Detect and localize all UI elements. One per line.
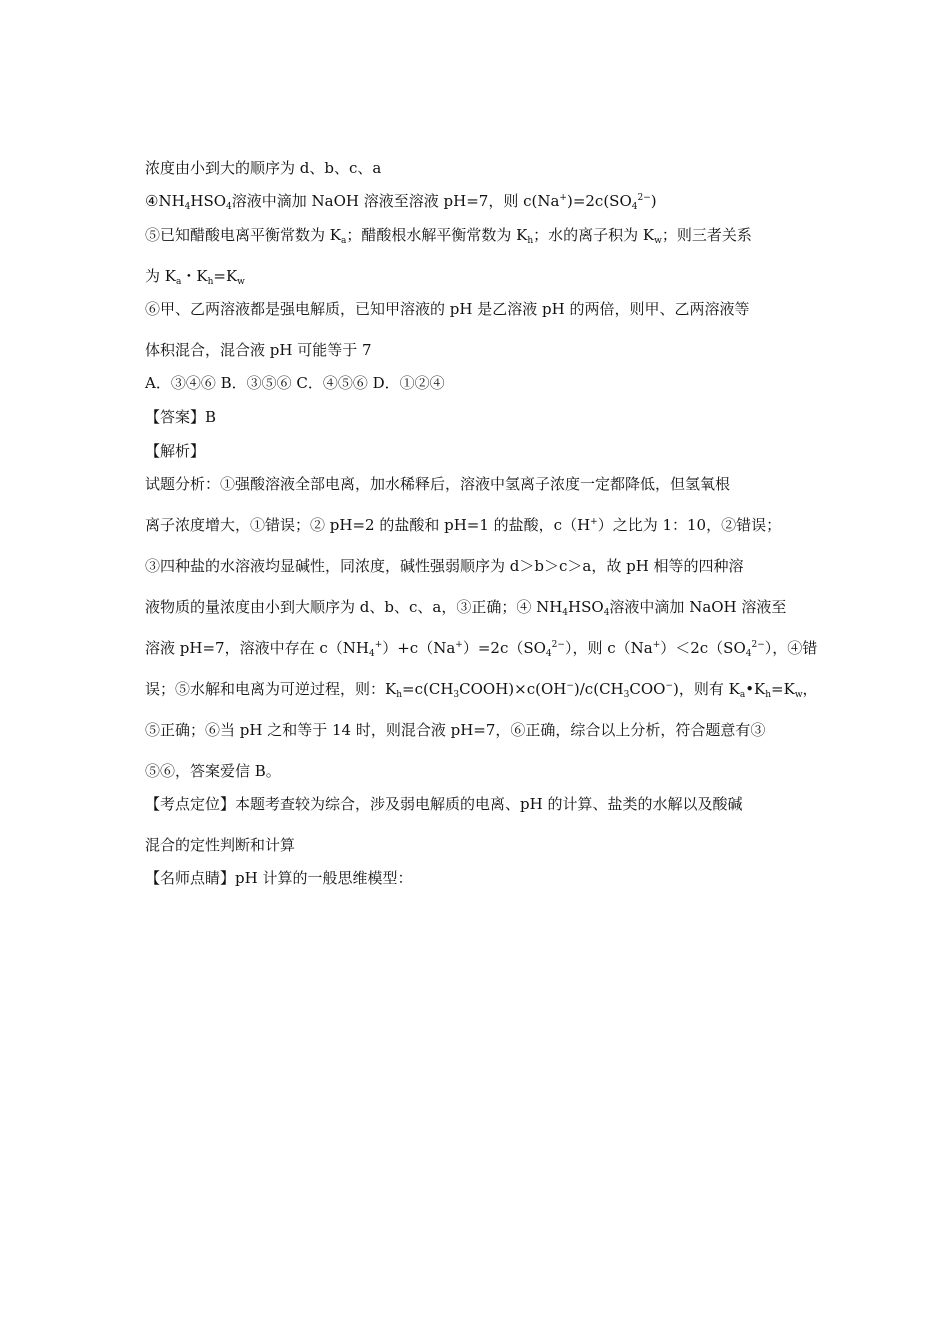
text-span: 混合的定性判断和计算 [145, 836, 296, 854]
text-span: 为 K [145, 267, 176, 285]
subscript: 4 [631, 202, 638, 212]
text-line [145, 761, 810, 781]
text-line [145, 340, 810, 360]
text-line [145, 474, 810, 494]
text-span: 【名师点睛】pH 计算的一般思维模型： [145, 869, 413, 887]
text-span: ⑤⑥，答案爱信 B。 [145, 762, 281, 780]
text-line [145, 373, 810, 393]
subscript: h [207, 277, 214, 287]
text-line [145, 191, 810, 211]
subscript: 3 [453, 690, 460, 700]
superscript: + [374, 640, 383, 650]
text-span: ），④错 [764, 639, 818, 657]
text-line [145, 835, 810, 855]
text-span: ）=2c（SO [462, 639, 546, 657]
text-span: 离子浓度增大，①错误；② pH=2 的盐酸和 pH=1 的盐酸，c（H [145, 516, 591, 534]
text-line [145, 868, 810, 888]
text-span: )=2c(SO [566, 192, 632, 210]
text-span: 液物质的量浓度由小到大顺序为 d、b、c、a，③正确；④ NH [145, 598, 563, 616]
subscript: a [175, 277, 182, 287]
text-span: 溶液 pH=7，溶液中存在 c（NH [145, 639, 369, 657]
text-span: ③四种盐的水溶液均显碱性，同浓度，碱性强弱顺序为 d＞b＞c＞a，故 pH 相等的四种溶 [145, 557, 744, 575]
subscript: 3 [623, 690, 630, 700]
subscript: h [527, 236, 534, 246]
text-span: •K [745, 680, 766, 698]
text-span: 浓度由小到大的顺序为 d、b、c、a [145, 159, 382, 177]
superscript: + [455, 640, 463, 650]
text-span: 误；⑤水解和电离为可逆过程，则：K [145, 680, 397, 698]
text-span: )，则有 K [672, 680, 740, 698]
subscript: 4 [545, 649, 552, 659]
text-span: ⑤已知醋酸电离平衡常数为 K [145, 226, 341, 244]
text-span: A．③④⑥ B．③⑤⑥ C．④⑤⑥ D．①②④ [145, 374, 445, 392]
text-span: =c(CH [402, 680, 454, 698]
superscript: − [566, 681, 574, 691]
superscript: 2− [551, 640, 565, 650]
text-span: COO [629, 680, 666, 698]
subscript: w [794, 690, 803, 700]
text-span: =K [771, 680, 795, 698]
text-span: ⑥甲、乙两溶液都是强电解质，已知甲溶液的 pH 是乙溶液 pH 的两倍，则甲、乙两溶液等 [145, 300, 750, 318]
subscript: h [765, 690, 772, 700]
superscript: 2− [751, 640, 765, 650]
text-line [145, 266, 810, 286]
text-span: ；水的离子积为 K [533, 226, 655, 244]
text-line [145, 299, 810, 319]
text-line [145, 794, 810, 814]
text-line [145, 597, 810, 617]
subscript: a [340, 236, 347, 246]
text-span: 溶液中滴加 NaOH 溶液至溶液 pH=7，则 c(Na [231, 192, 560, 210]
superscript: + [559, 193, 567, 203]
subscript: 4 [562, 608, 569, 618]
text-span: ；则三者关系 [661, 226, 752, 244]
text-line [145, 720, 810, 740]
text-span: =K [213, 267, 238, 285]
text-line [145, 407, 810, 427]
subscript: 4 [603, 608, 610, 618]
text-line [145, 515, 810, 535]
superscript: − [665, 681, 673, 691]
text-span: )/c(CH [573, 680, 624, 698]
text-span: 【解析】 [145, 442, 206, 460]
superscript: 2− [637, 193, 651, 203]
text-span: ④NH [145, 192, 185, 210]
text-span: 体积混合，混合液 pH 可能等于 7 [145, 341, 372, 359]
text-span: ），则 c（Na [564, 639, 653, 657]
subscript: h [396, 690, 403, 700]
text-span: ・K [181, 267, 208, 285]
subscript: a [739, 690, 746, 700]
text-span: ）之比为 1：10，②错误； [597, 516, 782, 534]
text-line [145, 441, 810, 461]
text-line [145, 556, 810, 576]
text-span: ）+c（Na [382, 639, 456, 657]
superscript: + [590, 517, 598, 527]
text-line [145, 158, 810, 178]
subscript: w [237, 277, 245, 287]
document-body [145, 158, 818, 888]
subscript: 4 [368, 649, 375, 659]
text-span: HSO [190, 192, 227, 210]
text-span: HSO [568, 598, 604, 616]
text-span: 试题分析：①强酸溶液全部电离，加水稀释后，溶液中氢离子浓度一定都降低，但氢氧根 [145, 475, 731, 493]
superscript: + [652, 640, 661, 650]
text-line [145, 679, 818, 700]
text-line [145, 225, 810, 245]
text-span: ）＜2c（SO [660, 639, 746, 657]
subscript: w [654, 236, 662, 246]
text-span: 溶液中滴加 NaOH 溶液至 [609, 598, 787, 616]
subscript: 4 [745, 649, 752, 659]
text-span: COOH)×c(OH [459, 680, 567, 698]
text-span: ；醋酸根水解平衡常数为 K [346, 226, 528, 244]
text-line [145, 638, 818, 659]
subscript: 4 [184, 202, 191, 212]
text-span: 【考点定位】本题考查较为综合，涉及弱电解质的电离、pH 的计算、盐类的水解以及酸碱 [145, 795, 743, 813]
text-span: ⑤正确；⑥当 pH 之和等于 14 时，则混合液 pH=7，⑥正确，综合以上分析，符合题意有③ [145, 721, 766, 739]
text-span: ， [802, 680, 818, 698]
text-span: ) [650, 192, 657, 210]
text-span: 【答案】B [145, 408, 217, 426]
subscript: 4 [226, 202, 232, 212]
